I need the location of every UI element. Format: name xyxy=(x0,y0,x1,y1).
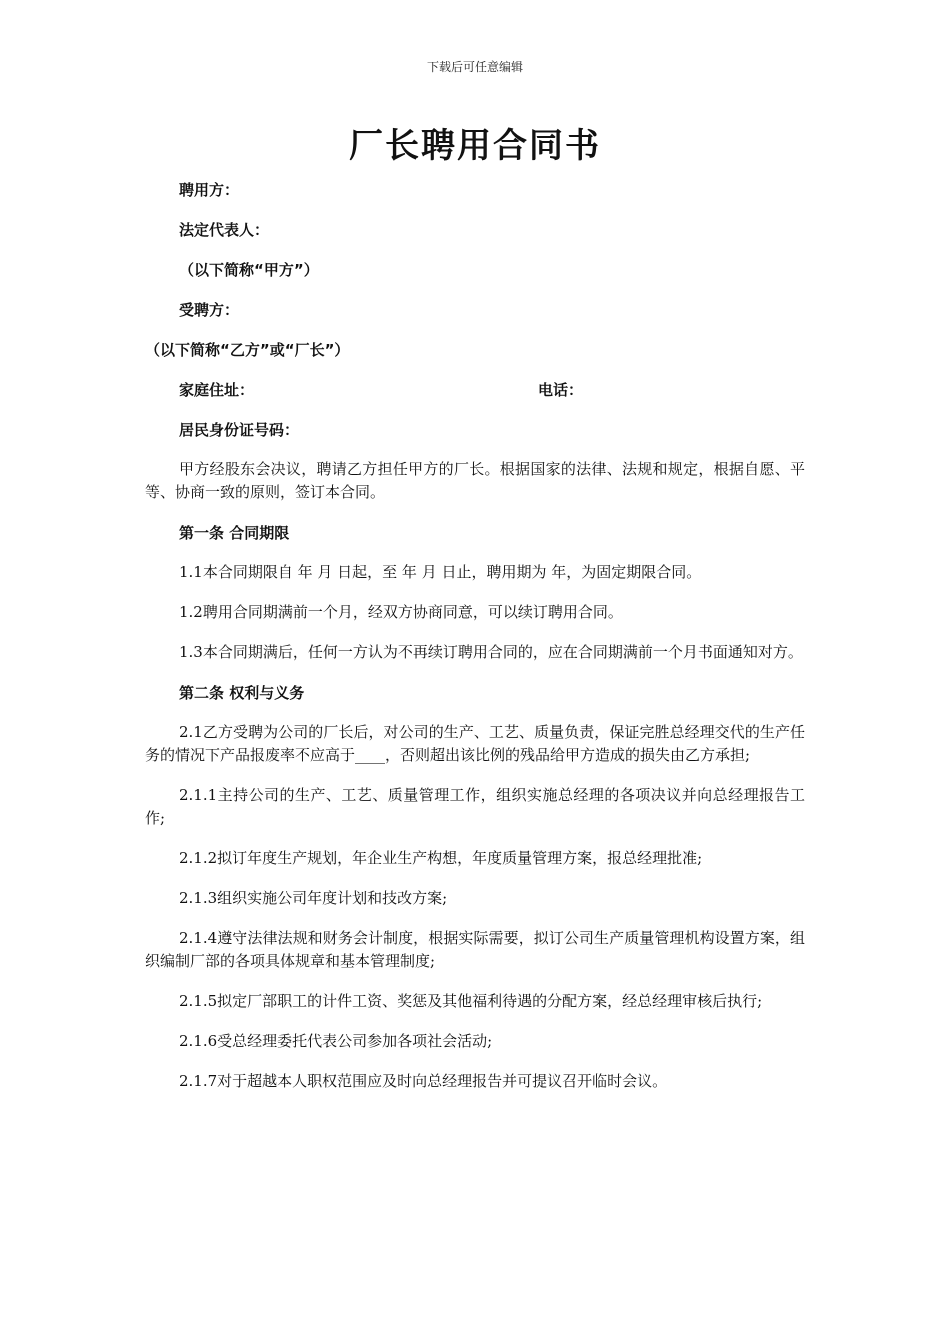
legal-rep-field: 法定代表人： xyxy=(179,221,270,239)
page-header-note: 下载后可任意编辑 xyxy=(426,60,523,74)
clause-2-1-2: 2.1.2拟订年度生产规划，年企业生产构想，年度质量管理方案，报总经理批准; xyxy=(179,849,703,867)
party-a-alias: （以下简称“甲方”） xyxy=(179,261,319,279)
clause-2-1-6: 2.1.6受总经理委托代表公司参加各项社会活动; xyxy=(179,1032,493,1050)
address-field: 家庭住址： xyxy=(179,381,255,399)
clause-2-1-5: 2.1.5拟定厂部职工的计件工资、奖惩及其他福利待遇的分配方案，经总经理审核后执行; xyxy=(179,992,763,1010)
id-number-field: 居民身份证号码： xyxy=(179,421,300,439)
clause-1-1: 1.1本合同期限自 年 月 日起，至 年 月 日止，聘用期为 年，为固定期限合同。 xyxy=(179,563,702,581)
clause-2-1-4: 2.1.4遵守法律法规和财务会计制度，根据实际需要，拟订公司生产质量管理机构设置方案，组织编制厂部的各项具体规章和基本管理制度; xyxy=(145,929,805,970)
article-2-heading: 第二条 权利与义务 xyxy=(179,684,305,702)
address-phone-row xyxy=(145,378,805,418)
clause-1-2: 1.2聘用合同期满前一个月，经双方协商同意，可以续订聘用合同。 xyxy=(179,603,623,621)
document-title: 厂长聘用合同书 xyxy=(349,126,601,166)
clause-1-3: 1.3本合同期满后，任何一方认为不再续订聘用合同的，应在合同期满前一个月书面通知对方。 xyxy=(179,643,803,661)
clause-2-1-3: 2.1.3组织实施公司年度计划和技改方案; xyxy=(179,889,448,907)
party-b-alias: （以下简称“乙方”或“厂长”） xyxy=(145,341,350,359)
article-1-heading: 第一条 合同期限 xyxy=(179,524,290,542)
clause-2-1-1: 2.1.1主持公司的生产、工艺、质量管理工作，组织实施总经理的各项决议并向总经理报告工作; xyxy=(145,786,805,827)
phone-field: 电话： xyxy=(538,381,584,399)
employer-field: 聘用方： xyxy=(179,181,240,199)
intro-paragraph: 甲方经股东会决议，聘请乙方担任甲方的厂长。根据国家的法律、法规和规定，根据自愿、平等、协商一致的原则，签订本合同。 xyxy=(145,460,805,501)
employee-field: 受聘方： xyxy=(179,301,240,319)
clause-2-1: 2.1乙方受聘为公司的厂长后，对公司的生产、工艺、质量负责，保证完胜总经理交代的生产任务的情况下产品报废率不应高于____，否则超出该比例的残品给甲方造成的损失由乙方承担; xyxy=(145,723,805,764)
clause-2-1-7: 2.1.7对于超越本人职权范围应及时向总经理报告并可提议召开临时会议。 xyxy=(179,1072,668,1090)
document-body xyxy=(145,178,805,1110)
